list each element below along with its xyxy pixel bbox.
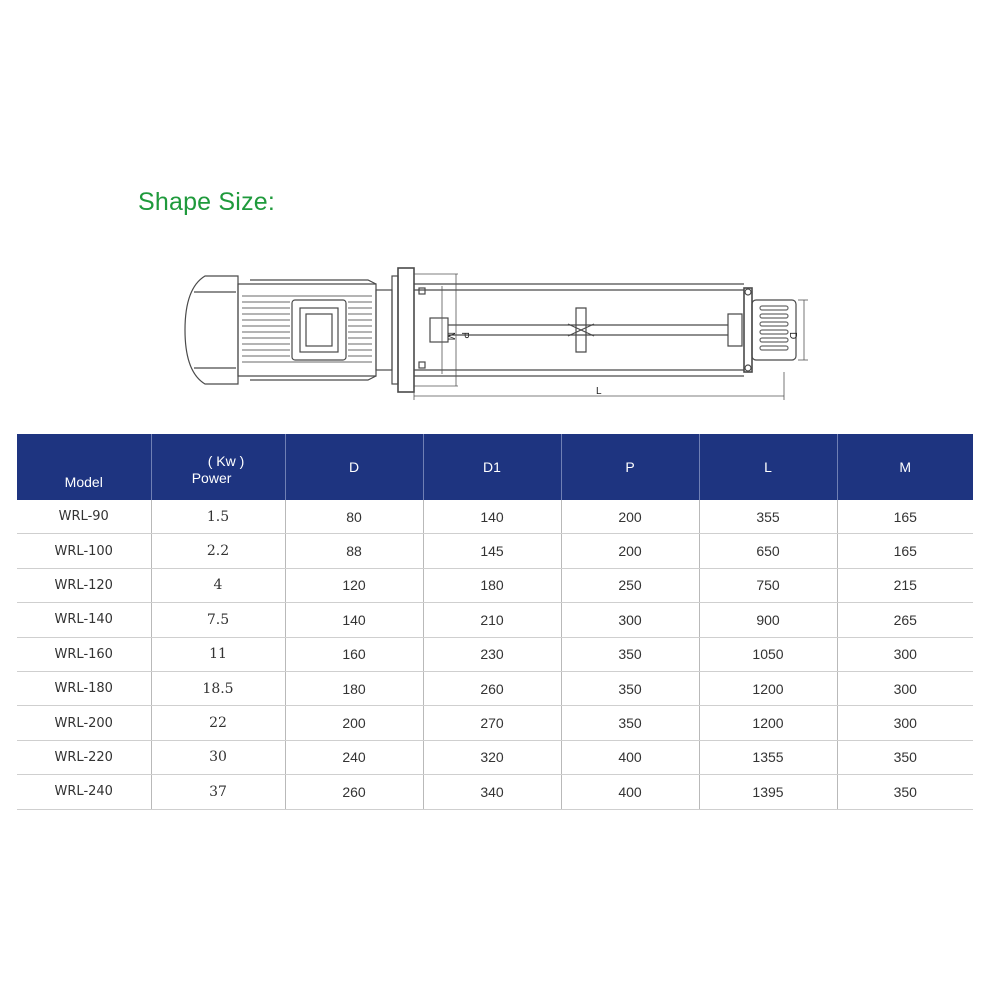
- header-d1: D1: [423, 434, 561, 500]
- header-m: M: [837, 434, 973, 500]
- cell-power: 22: [151, 706, 285, 740]
- cell-d: 240: [285, 740, 423, 774]
- mounting-flange: [398, 268, 414, 392]
- header-power-label: Power: [191, 470, 232, 486]
- cell-d1: 210: [423, 603, 561, 637]
- cell-l: 650: [699, 534, 837, 568]
- cell-p: 350: [561, 671, 699, 705]
- table-row: [17, 637, 973, 671]
- header-l: L: [699, 434, 837, 500]
- table-row: [17, 740, 973, 774]
- cell-d: 88: [285, 534, 423, 568]
- dim-label-m: M: [445, 332, 456, 341]
- cell-d1: 145: [423, 534, 561, 568]
- cell-p: 400: [561, 775, 699, 809]
- cell-power: 37: [151, 775, 285, 809]
- header-p: P: [561, 434, 699, 500]
- cell-d: 80: [285, 500, 423, 534]
- cell-d1: 140: [423, 500, 561, 534]
- table-row: [17, 603, 973, 637]
- cell-l: 1200: [699, 671, 837, 705]
- header-power-unit: ( Kw ): [207, 453, 245, 469]
- cell-d: 160: [285, 637, 423, 671]
- cell-l: 1200: [699, 706, 837, 740]
- cell-p: 200: [561, 500, 699, 534]
- cell-power: 7.5: [151, 603, 285, 637]
- cell-model: WRL-200: [17, 706, 151, 740]
- cell-model: WRL-120: [17, 568, 151, 602]
- cell-power: 4: [151, 568, 285, 602]
- cell-p: 350: [561, 637, 699, 671]
- page-title: Shape Size:: [138, 188, 276, 216]
- cell-m: 165: [837, 534, 973, 568]
- cell-d: 140: [285, 603, 423, 637]
- cell-model: WRL-160: [17, 637, 151, 671]
- dim-label-l: L: [596, 386, 602, 397]
- table-row: [17, 775, 973, 809]
- cell-m: 300: [837, 671, 973, 705]
- cell-d1: 320: [423, 740, 561, 774]
- cell-m: 165: [837, 500, 973, 534]
- cell-d: 200: [285, 706, 423, 740]
- cell-d1: 230: [423, 637, 561, 671]
- cell-power: 18.5: [151, 671, 285, 705]
- header-power: [151, 434, 285, 500]
- cell-p: 250: [561, 568, 699, 602]
- cell-m: 350: [837, 740, 973, 774]
- cell-l: 355: [699, 500, 837, 534]
- table-row: [17, 500, 973, 534]
- header-model: Model: [17, 434, 151, 500]
- cell-power: 1.5: [151, 500, 285, 534]
- specification-table: [17, 434, 973, 810]
- cell-model: WRL-240: [17, 775, 151, 809]
- cell-d: 120: [285, 568, 423, 602]
- table-row: [17, 706, 973, 740]
- cell-power: 30: [151, 740, 285, 774]
- cell-d1: 340: [423, 775, 561, 809]
- cell-model: WRL-140: [17, 603, 151, 637]
- cell-l: 1050: [699, 637, 837, 671]
- cell-m: 300: [837, 706, 973, 740]
- cell-d: 260: [285, 775, 423, 809]
- cell-l: 750: [699, 568, 837, 602]
- cell-model: WRL-90: [17, 500, 151, 534]
- cell-m: 300: [837, 637, 973, 671]
- table-row: [17, 568, 973, 602]
- cell-p: 200: [561, 534, 699, 568]
- cell-p: 400: [561, 740, 699, 774]
- table-row: [17, 534, 973, 568]
- cell-model: WRL-220: [17, 740, 151, 774]
- cell-power: 2.2: [151, 534, 285, 568]
- cell-d1: 270: [423, 706, 561, 740]
- cell-l: 1395: [699, 775, 837, 809]
- cell-d1: 180: [423, 568, 561, 602]
- pump-drawing-svg: [180, 262, 820, 402]
- cell-model: WRL-100: [17, 534, 151, 568]
- dim-label-d: D: [787, 332, 798, 340]
- table-row: [17, 671, 973, 705]
- header-d: D: [285, 434, 423, 500]
- cell-l: 1355: [699, 740, 837, 774]
- cell-p: 300: [561, 603, 699, 637]
- cell-d: 180: [285, 671, 423, 705]
- cell-m: 265: [837, 603, 973, 637]
- table-header-row: [17, 434, 973, 500]
- cell-m: 350: [837, 775, 973, 809]
- cell-d1: 260: [423, 671, 561, 705]
- cell-model: WRL-180: [17, 671, 151, 705]
- dim-label-p: P: [459, 332, 470, 339]
- pump-dimension-drawing: [180, 262, 820, 402]
- cell-p: 350: [561, 706, 699, 740]
- cell-m: 215: [837, 568, 973, 602]
- cell-power: 11: [151, 637, 285, 671]
- cell-l: 900: [699, 603, 837, 637]
